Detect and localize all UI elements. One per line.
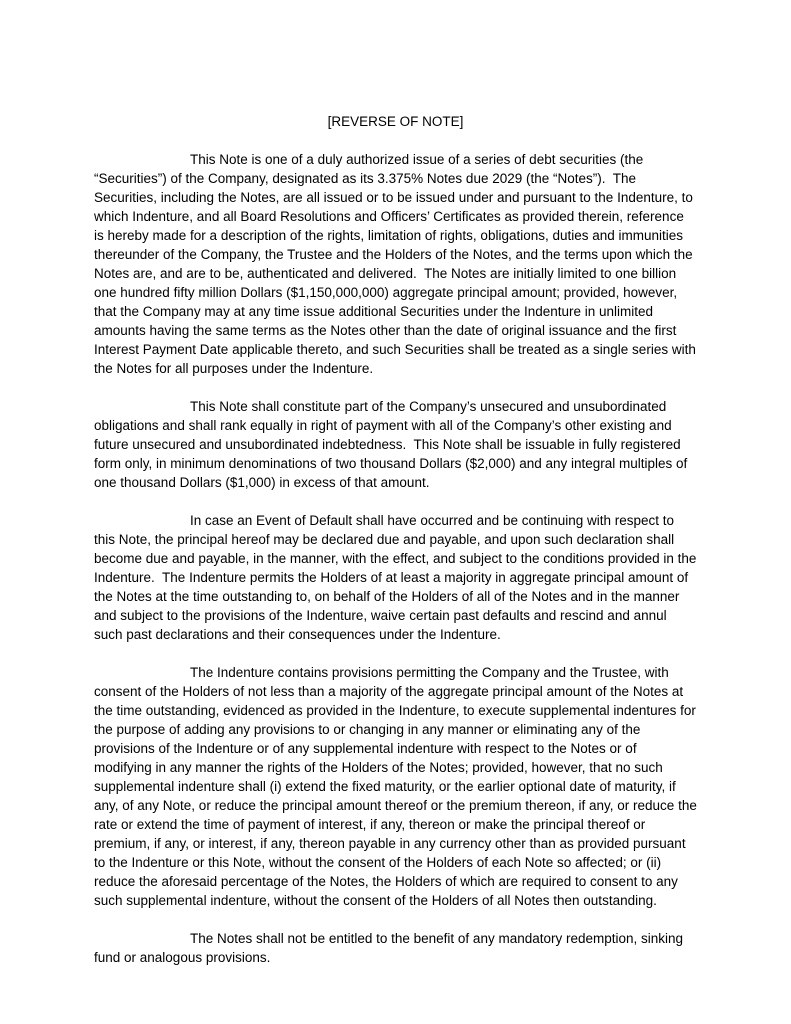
- paragraph-4: The Indenture contains provisions permitting the Company and the Trustee, with consent of the Holders of not less than a majority of the aggregate principal amount of the Notes at the time outstanding, evidenced as provided in the Indenture, to execute supplemental indentures for the purpose of adding any provisions to or changing in any manner or eliminating any of the provisions of the Indenture or of any supplemental indenture with respect to the Notes or of modifying in any manner the rights of the Holders of the Notes; provided, however, that no such supplemental indenture shall (i) extend the fixed maturity, or the earlier optional date of maturity, if any, of any Note, or reduce the principal amount thereof or the premium thereon, if any, or reduce the rate or extend the time of payment of interest, if any, thereon or make the principal thereof or premium, if any, or interest, if any, thereon payable in any currency other than as provided pursuant to the Indenture or this Note, without the consent of the Holders of each Note so affected; or (ii) reduce the aforesaid percentage of the Notes, the Holders of which are required to consent to any such supplemental indenture, without the consent of the Holders of all Notes then outstanding.: [94, 665, 701, 908]
- paragraph-5: The Notes shall not be entitled to the benefit of any mandatory redemption, sinking fund or analogous provisions.: [94, 931, 687, 965]
- paragraph-3: In case an Event of Default shall have occurred and be continuing with respect to this Note, the principal hereof may be declared due and payable, and upon such declaration shall become due and payable, in the manner, with the effect, and subject to the conditions provided in the Indenture. The Indenture permits the Holders of at least a majority in aggregate principal amount of the Notes at the time outstanding to, on behalf of the Holders of all of the Notes and in the manner and subject to the provisions of the Indenture, waive certain past defaults and rescind and annul such past declarations and their consequences under the Indenture.: [94, 513, 701, 642]
- paragraph-1: This Note is one of a duly authorized issue of a series of debt securities (the “Securities”) of the Company, designated as its 3.375% Notes due 2029 (the “Notes”). The Securities, including the Notes, are all issued or to be issued under and pursuant to the Indenture, to which Indenture, and all Board Resolutions and Officers’ Certificates as provided therein, reference is hereby made for a description of the rights, limitation of rights, obligations, duties and immunities thereunder of the Company, the Trustee and the Holders of the Notes, and the terms upon which the Notes are, and are to be, authenticated and delivered. The Notes are initially limited to one billion one hundred fifty million Dollars ($1,150,000,000) aggregate principal amount; provided, however, that the Company may at any time issue additional Securities under the Indenture in unlimited amounts having the same terms as the Notes other than the date of original issuance and the first Interest Payment Date applicable thereto, and such Securities shall be treated as a single series with the Notes for all purposes under the Indenture.: [94, 152, 700, 376]
- paragraph-2: This Note shall constitute part of the Company’s unsecured and unsubordinated obligations and shall rank equally in right of payment with all of the Company’s other existing and future unsecured and unsubordinated indebtedness. This Note shall be issuable in fully registered form only, in minimum denominations of two thousand Dollars ($2,000) and any integral multiples of one thousand Dollars ($1,000) in excess of that amount.: [94, 399, 692, 490]
- page-title: [REVERSE OF NOTE]: [327, 114, 464, 129]
